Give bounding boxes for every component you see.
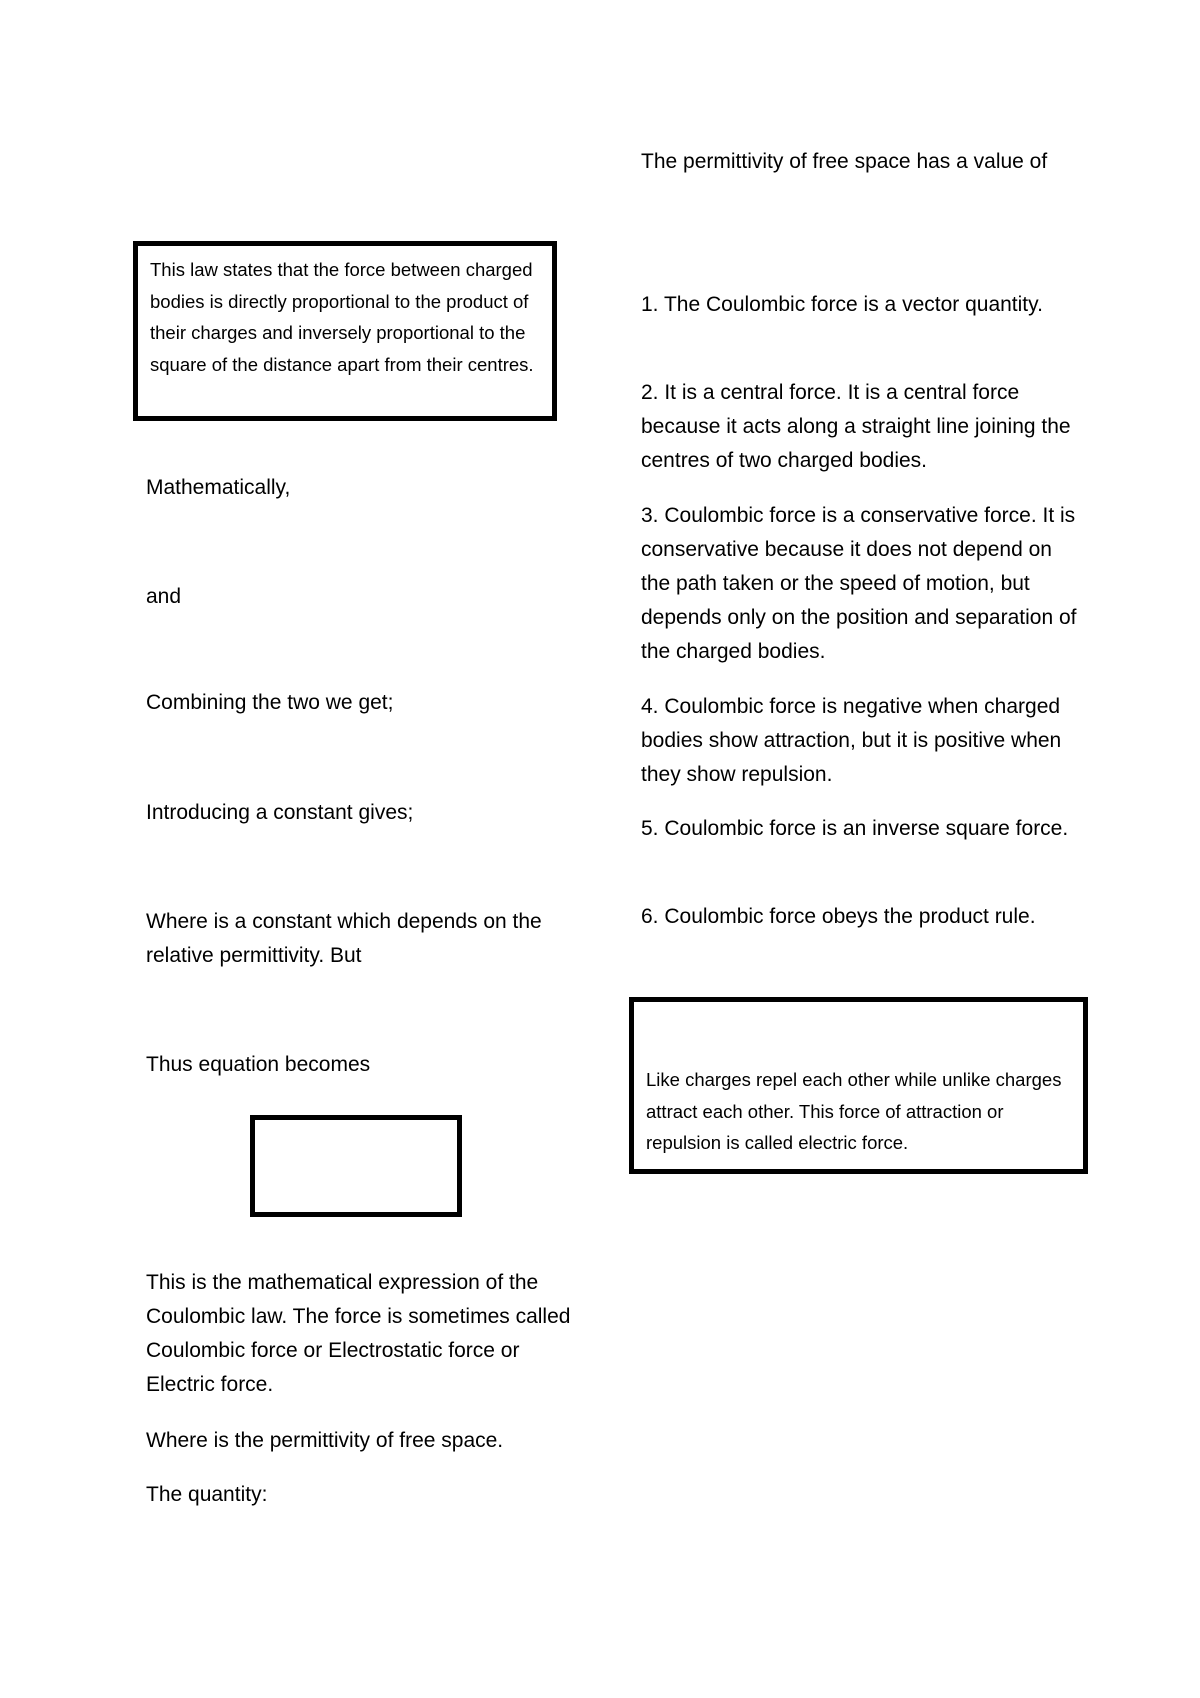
thus-equation-label: Thus equation becomes	[146, 1053, 371, 1076]
property-item-2: 2. It is a central force. It is a central force because it acts along a straight line joining the centres of two charged bodies.	[641, 381, 1071, 472]
introducing-label: Introducing a constant gives;	[146, 801, 414, 824]
combining-label: Combining the two we get;	[146, 691, 394, 714]
expression-text: This is the mathematical expression of the Coulombic law. The force is sometimes called Coulombic force or Electrostatic force or Electric force.	[146, 1271, 571, 1396]
quantity-label: The quantity:	[146, 1483, 268, 1506]
property-item-3: 3. Coulombic force is a conservative force. It is conservative because it does not depend on the path taken or the speed of motion, but depends only on the position and separation of the charged bodies.	[641, 504, 1077, 663]
electric-force-text: Like charges repel each other while unlike charges attract each other. This force of attraction or repulsion is called electric force.	[646, 1069, 1062, 1153]
permittivity-value-text: The permittivity of free space has a value of	[641, 150, 1048, 173]
property-item-4: 4. Coulombic force is negative when charged bodies show attraction, but it is positive when they show repulsion.	[641, 695, 1062, 786]
and-label: and	[146, 585, 182, 608]
mathematically-label: Mathematically,	[146, 476, 291, 499]
property-item-5: 5. Coulombic force is an inverse square force.	[641, 817, 1069, 840]
equation-box	[250, 1115, 462, 1217]
where-permittivity-text: Where is the permittivity of free space.	[146, 1429, 504, 1452]
where-constant-text: Where is a constant which depends on the relative permittivity. But	[146, 910, 542, 967]
definition-text: This law states that the force between charged bodies is directly proportional to the product of their charges and inversely proportional to the square of the distance apart from their centres.	[150, 259, 534, 375]
property-item-6: 6. Coulombic force obeys the product rule.	[641, 905, 1036, 928]
property-item-1: 1. The Coulombic force is a vector quantity.	[641, 293, 1043, 316]
